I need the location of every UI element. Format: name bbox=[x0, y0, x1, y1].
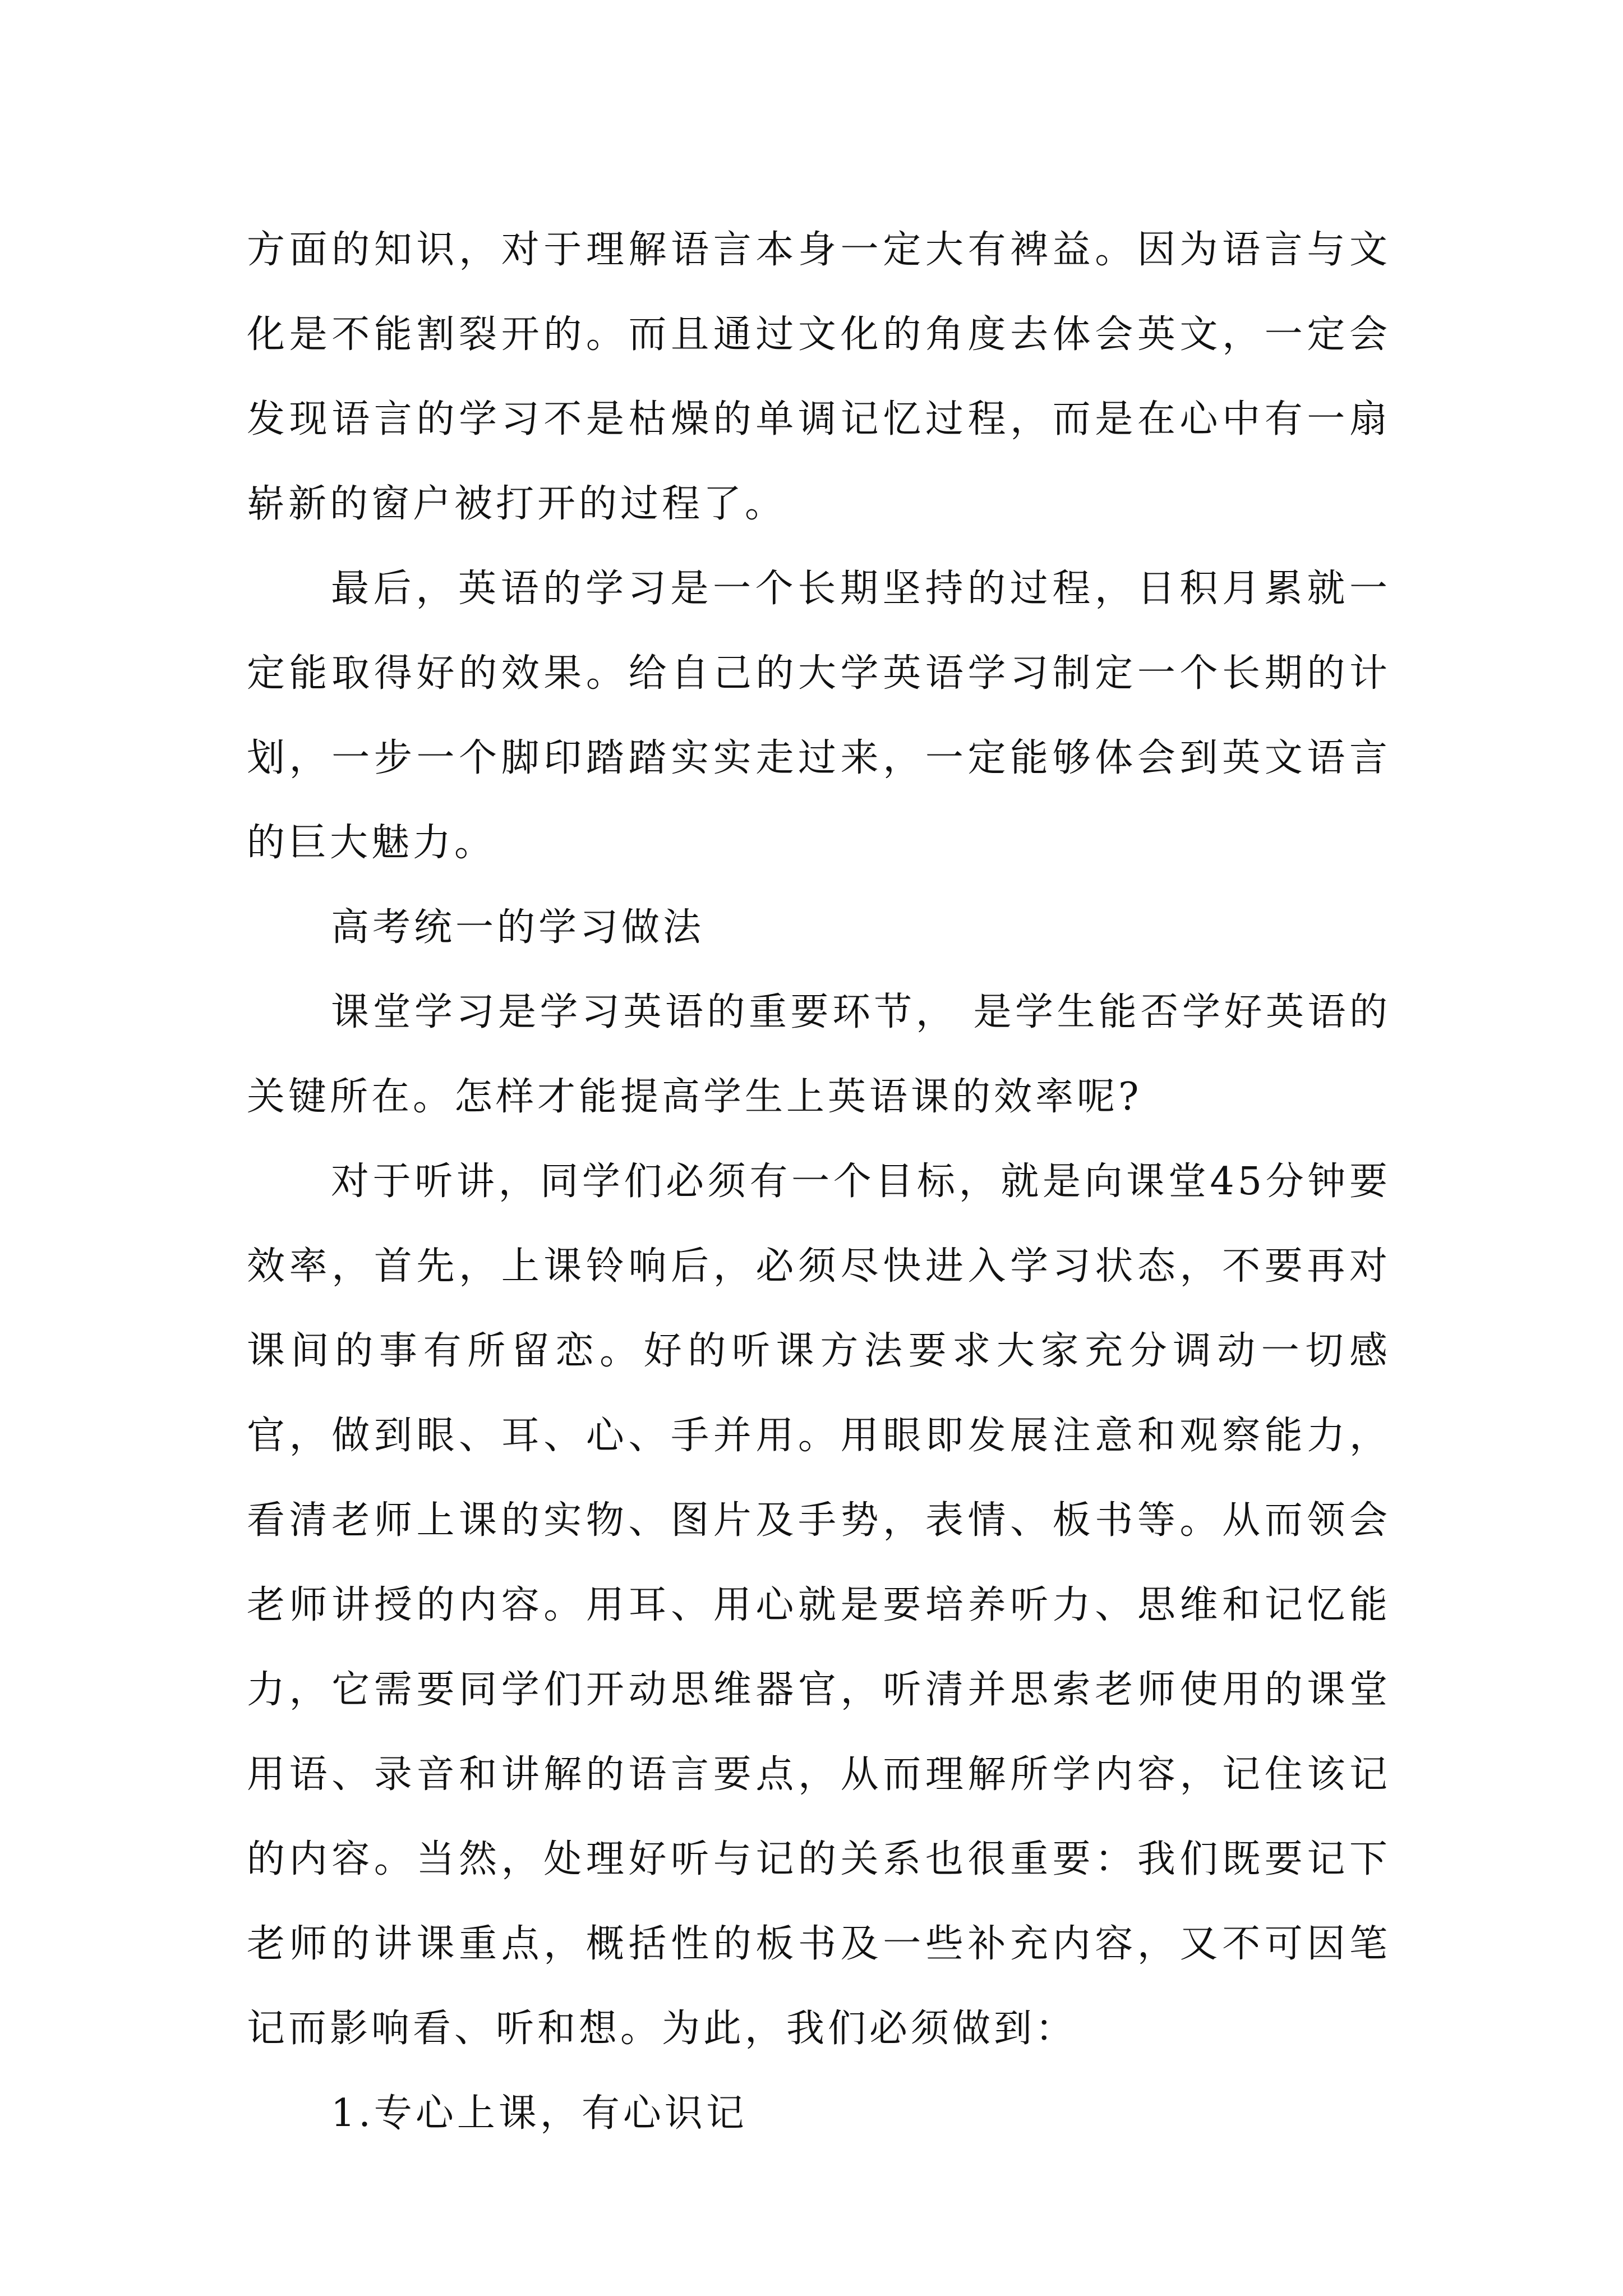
paragraph-classroom-learning: 课堂学习是学习英语的重要环节， 是学生能否学好英语的关键所在。怎样才能提高学生上英语课的效率呢? bbox=[247, 990, 1391, 1119]
paragraph-listening-method: 对于听讲，同学们必须有一个目标，就是向课堂45分钟要效率，首先，上课铃响后，必须尽快进入学习状态，不要再对课间的事有所留恋。好的听课方法要求大家充分调动一切感官，做到眼、耳、心、手并用。用眼即发展注意和观察能力，看清老师上课的实物、图片及手势，表情、板书等。从而领会老师讲授的内容。用耳、用心就是要培养听力、思维和记忆能力，它需要同学们开动思维器官，听清并思索老师使用的课堂用语、录音和讲解的语言要点，从而理解所学内容，记住该记的内容。当然，处理好听与记的关系也很重要：我们既要记下老师的讲课重点，概括性的板书及一些补充内容，又不可因笔记而影响看、听和想。为此，我们必须做到： bbox=[247, 1159, 1391, 2051]
section-heading: 高考统一的学习做法 bbox=[331, 905, 705, 950]
list-item-focus-in-class: 1.专心上课，有心识记 bbox=[331, 2091, 748, 2136]
paragraph-culture-knowledge: 方面的知识，对于理解语言本身一定大有裨益。因为语言与文化是不能割裂开的。而且通过文化的角度去体会英文，一定会发现语言的学习不是枯燥的单调记忆过程，而是在心中有一扇崭新的窗户被打开的过程了。 bbox=[247, 228, 1391, 526]
paragraph-long-term-learning: 最后，英语的学习是一个长期坚持的过程，日积月累就一定能取得好的效果。给自己的大学英语学习制定一个长期的计划，一步一个脚印踏踏实实走过来，一定能够体会到英文语言的巨大魅力。 bbox=[247, 567, 1391, 865]
document-body bbox=[247, 208, 1391, 2156]
